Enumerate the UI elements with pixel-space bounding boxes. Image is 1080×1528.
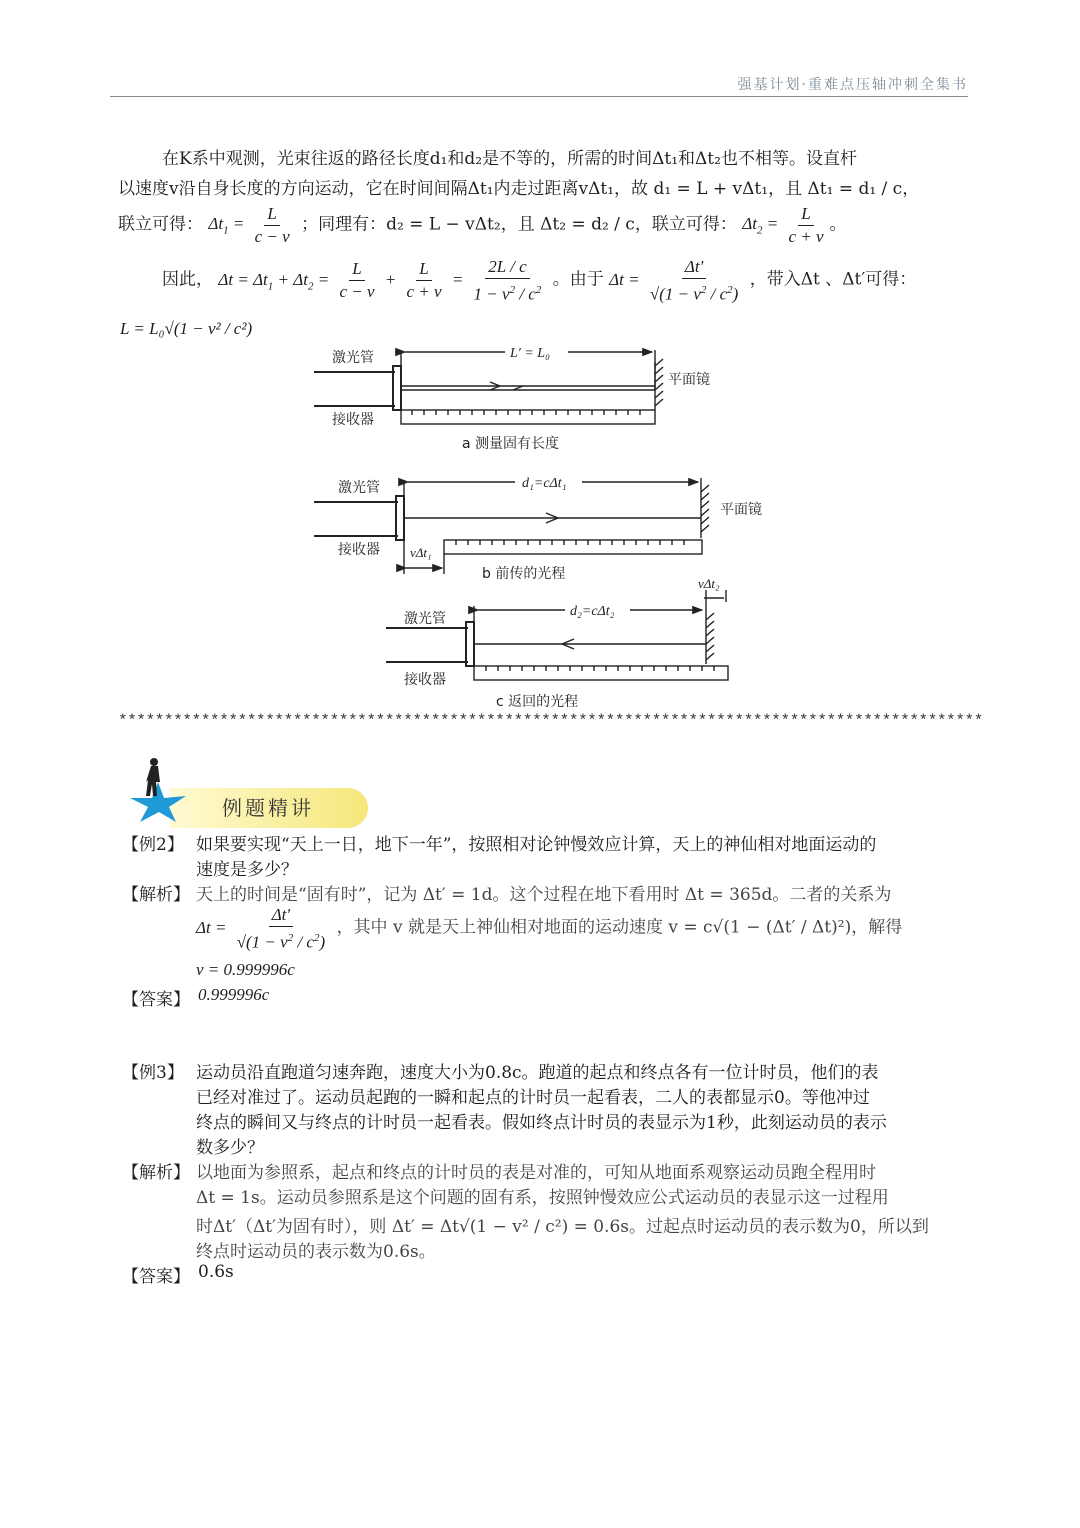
- derivation-line-2: 以速度v沿自身长度的方向运动，它在时间间隔Δt₁内走过距离vΔt₁，故 d₁ = L + vΔt₁，且 Δt₁ = d₁ / c，: [118, 179, 920, 199]
- caption-b: b 前传的光程: [482, 566, 566, 582]
- derivation-line-4: [162, 256, 916, 306]
- example-3-answer: 0.6s: [198, 1262, 234, 1282]
- runner-star-icon: [124, 752, 194, 824]
- derivation-line-1: 在K系中观测，光束往返的路径长度d₁和d₂是不等的，所需的时间Δt₁和Δt₂也不相等。设直杆: [162, 149, 857, 169]
- derivation-line-3-lead: 联立可得：: [118, 214, 203, 235]
- derivation-line-4-tail: ，带入Δt 、Δt′可得：: [749, 269, 917, 290]
- experiment-figure: [300, 338, 780, 714]
- example-2-question-line-1: 如果要实现“天上一日，地下一年”，按照相对论钟慢效应计算，天上的神仙相对地面运动的: [196, 835, 877, 855]
- formula-time-dilation: Δt = $\frac{\Delta t'}{√(1 - v^2 / c^2)}$: [609, 257, 739, 304]
- example-2-tag: 【例2】: [122, 835, 184, 855]
- example-2-solution-tag: 【解析】: [122, 885, 190, 905]
- caption-a: a 测量固有长度: [462, 436, 560, 452]
- label-laser-b: 激光管: [338, 480, 380, 496]
- example-2-answer-tag: 【答案】: [122, 990, 190, 1010]
- example-3-question-line-1: 运动员沿直跑道匀速奔跑，速度大小为0.8c。跑道的起点和终点各有一位计时员，他们的表: [196, 1063, 879, 1083]
- example-2-solution-line-2: [196, 904, 902, 954]
- derivation-line-3: 联立可得： $\Delta t_1$ = $\frac{L}{c - v}$ ；同理有：d₂ = L − vΔt₂，且 Δt₂ = d₂ / c，联立可得： $\Delta t_2$ = $\frac{L}{c + v}$ 。: [118, 204, 847, 246]
- example-3-solution-line-4: 终点时运动员的表示数为0.6s。: [196, 1242, 436, 1262]
- caption-c: c 返回的光程: [496, 694, 579, 710]
- label-receiver-b: 接收器: [338, 542, 380, 558]
- derivation-line-4-mid: 。由于: [552, 269, 604, 290]
- example-2-solution-line-2-text: ，其中 v 就是天上神仙相对地面的运动速度 v = c√(1 − (Δt′ / Δt)²)，解得: [336, 917, 903, 938]
- example-2-answer: 0.999996c: [198, 985, 270, 1004]
- example-2-solution-line-1: 天上的时间是“固有时”，记为 Δt′ = 1d。这个过程在地下看用时 Δt = 365d。二者的关系为: [196, 885, 892, 905]
- label-shift-b: vΔt₁: [410, 545, 432, 560]
- example-3-solution-line-2: Δt = 1s。运动员参照系是这个问题的固有系，按照钟慢效应公式运动员的表显示这一过程用: [196, 1188, 889, 1208]
- example-2-question-line-2: 速度是多少？: [196, 860, 298, 880]
- formula-dt-sum: $\Delta t = \Delta t_1 + \Delta t_2$ = $\frac{L}{c - v}$ + $\frac{L}{c + v}$ = $\frac{2L / c}{1 - v^2 / c^2}$: [218, 257, 542, 304]
- label-length-b: d₁=cΔt₁: [522, 476, 567, 491]
- label-receiver-a: 接收器: [332, 412, 374, 428]
- label-receiver-c: 接收器: [404, 672, 446, 688]
- derivation-line-4-lead: 因此，: [162, 269, 213, 290]
- formula-length-contraction: L = L₀√(1 − v² / c²): [120, 319, 253, 338]
- label-length-c: d₂=cΔt₂: [570, 604, 615, 619]
- section-title: 例题精讲: [222, 796, 314, 820]
- example-3-solution-tag: 【解析】: [122, 1163, 190, 1183]
- asterisk-separator: **********************************************************************************************: [118, 712, 983, 730]
- header-rule: [110, 96, 968, 97]
- label-mirror-b: 平面镜: [720, 502, 762, 518]
- example-3-answer-tag: 【答案】: [122, 1267, 190, 1287]
- formula-dt1: $\Delta t_1$ = $\frac{L}{c - v}$: [208, 204, 290, 246]
- example-3-question-line-2: 已经对准过了。运动员起跑的一瞬和起点的计时员一起看表，二人的表都显示0。等他冲过: [196, 1088, 870, 1108]
- example-3-question-line-4: 数多少？: [196, 1138, 264, 1158]
- label-shift-c: vΔt₂: [698, 576, 720, 591]
- figure-panel-c: [386, 590, 728, 680]
- derivation-line-3-mid: ；同理有：d₂ = L − vΔt₂，且 Δt₂ = d₂ / c，联立可得：: [301, 214, 737, 235]
- example-3-solution-line-3: 时Δt′（Δt′为固有时），则 Δt′ = Δt√(1 − v² / c²) = 0.6s。过起点时运动员的表示数为0，所以到: [196, 1217, 929, 1237]
- formula-dt2: $\Delta t_2$ = $\frac{L}{c + v}$: [742, 204, 824, 246]
- example-2-solution-line-3: v = 0.999996c: [196, 960, 295, 979]
- formula-time-dilation-ex2: Δt = $\frac{\Delta t'}{√(1 - v^2 / c^2)}$: [196, 905, 326, 952]
- example-3-tag: 【例3】: [122, 1063, 184, 1083]
- label-length-a: L′ = L₀: [510, 346, 550, 361]
- page-header-title: 强基计划·重难点压轴冲刺全集书: [737, 77, 968, 93]
- example-3-question-line-3: 终点的瞬间又与终点的计时员一起看表。假如终点计时员的表显示为1秒，此刻运动员的表示: [196, 1113, 887, 1133]
- label-mirror-a: 平面镜: [668, 372, 710, 388]
- example-3-solution-line-1: 以地面为参照系，起点和终点的计时员的表是对准的，可知从地面系观察运动员跑全程用时: [196, 1163, 876, 1183]
- label-laser-a: 激光管: [332, 350, 374, 366]
- label-laser-c: 激光管: [404, 611, 446, 627]
